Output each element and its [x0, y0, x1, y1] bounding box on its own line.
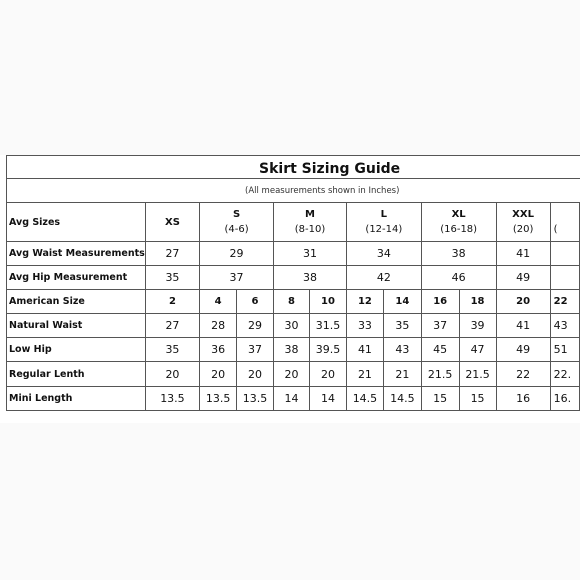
value-cell: 51: [550, 338, 579, 362]
size-range: (16-18): [440, 224, 478, 235]
value-cell: 35: [383, 314, 421, 338]
size-cell: 16: [421, 290, 459, 314]
size-header-m: [273, 203, 346, 242]
value-cell: 38: [273, 338, 309, 362]
value-cell: 41: [346, 338, 383, 362]
row-label: American Size: [7, 290, 146, 314]
value-cell: 16: [496, 387, 550, 411]
value-cell: 38: [273, 266, 346, 290]
size-cell: 20: [496, 290, 550, 314]
row-label: Regular Lenth: [7, 362, 146, 387]
value-cell: 34: [346, 242, 421, 266]
subtitle-row: [6, 178, 580, 202]
value-cell: [550, 242, 579, 266]
size-header-l: [346, 203, 421, 242]
value-cell: 45: [421, 338, 459, 362]
size-cell: 18: [459, 290, 496, 314]
value-cell: 15: [421, 387, 459, 411]
value-cell: 39.5: [310, 338, 347, 362]
size-cell: 4: [200, 290, 237, 314]
value-cell: 42: [346, 266, 421, 290]
low-hip-row: [7, 338, 580, 362]
value-cell: 49: [496, 266, 550, 290]
chart-subtitle: (All measurements shown in Inches): [245, 186, 400, 196]
value-cell: 15: [459, 387, 496, 411]
value-cell: 20: [145, 362, 199, 387]
value-cell: 43: [550, 314, 579, 338]
value-cell: 13.5: [237, 387, 274, 411]
row-label: Mini Length: [7, 387, 146, 411]
value-cell: 35: [145, 266, 199, 290]
value-cell: 14.5: [383, 387, 421, 411]
avg-waist-row: [7, 242, 580, 266]
natural-waist-row: [7, 314, 580, 338]
size-name: L: [380, 209, 388, 220]
size-range: (: [553, 224, 558, 235]
value-cell: 28: [200, 314, 237, 338]
value-cell: 13.5: [200, 387, 237, 411]
size-header-xxl: [496, 203, 550, 242]
value-cell: 35: [145, 338, 199, 362]
size-chart-sheet: [0, 155, 580, 423]
size-cell: 14: [383, 290, 421, 314]
value-cell: 13.5: [145, 387, 199, 411]
value-cell: 29: [237, 314, 274, 338]
value-cell: 41: [496, 314, 550, 338]
size-cell: 6: [237, 290, 274, 314]
value-cell: 20: [200, 362, 237, 387]
value-cell: 49: [496, 338, 550, 362]
value-cell: 21.5: [459, 362, 496, 387]
row-label: Avg Sizes: [7, 203, 146, 242]
row-label: Avg Waist Measurements: [7, 242, 146, 266]
size-name: XS: [164, 216, 180, 228]
size-header-s: [200, 203, 274, 242]
size-range: (4-6): [224, 224, 249, 235]
value-cell: 21.5: [421, 362, 459, 387]
avg-sizes-row: [7, 203, 580, 242]
size-range: (8-10): [294, 224, 326, 235]
row-label: Avg Hip Measurement: [7, 266, 146, 290]
size-cell: 22: [550, 290, 579, 314]
size-name: XL: [451, 209, 466, 220]
american-size-row: [7, 290, 580, 314]
value-cell: 22: [496, 362, 550, 387]
value-cell: 21: [383, 362, 421, 387]
avg-hip-row: [7, 266, 580, 290]
value-cell: 27: [145, 314, 199, 338]
value-cell: 20: [310, 362, 347, 387]
value-cell: 43: [383, 338, 421, 362]
value-cell: 21: [346, 362, 383, 387]
value-cell: 22.: [550, 362, 579, 387]
size-name: S: [232, 209, 241, 220]
value-cell: 37: [200, 266, 274, 290]
size-cell: 8: [273, 290, 309, 314]
value-cell: 37: [237, 338, 274, 362]
size-header-cut: [550, 203, 579, 242]
value-cell: 37: [421, 314, 459, 338]
size-header-xs: [145, 203, 199, 242]
value-cell: [550, 266, 579, 290]
value-cell: 14.5: [346, 387, 383, 411]
size-cell: 2: [145, 290, 199, 314]
value-cell: 39: [459, 314, 496, 338]
size-name: [554, 207, 579, 222]
value-cell: 46: [421, 266, 496, 290]
size-name: M: [305, 209, 315, 220]
size-cell: 10: [310, 290, 347, 314]
value-cell: 29: [200, 242, 274, 266]
value-cell: 38: [421, 242, 496, 266]
chart-title: Skirt Sizing Guide: [259, 161, 401, 177]
value-cell: 41: [496, 242, 550, 266]
row-label: Natural Waist: [7, 314, 146, 338]
value-cell: 20: [273, 362, 309, 387]
value-cell: 20: [237, 362, 274, 387]
value-cell: 47: [459, 338, 496, 362]
regular-length-row: [7, 362, 580, 387]
row-label: Low Hip: [7, 338, 146, 362]
value-cell: 14: [310, 387, 347, 411]
value-cell: 27: [145, 242, 199, 266]
size-cell: 12: [346, 290, 383, 314]
size-range: (12-14): [365, 224, 403, 235]
value-cell: 14: [273, 387, 309, 411]
value-cell: 30: [273, 314, 309, 338]
size-header-xl: [421, 203, 496, 242]
value-cell: 16.: [550, 387, 579, 411]
mini-length-row: [7, 387, 580, 411]
value-cell: 33: [346, 314, 383, 338]
title-row: [6, 155, 580, 178]
size-table: [6, 202, 580, 411]
size-range: (20): [512, 224, 534, 235]
value-cell: 31.5: [310, 314, 347, 338]
value-cell: 36: [200, 338, 237, 362]
value-cell: 31: [273, 242, 346, 266]
size-name: XXL: [512, 209, 534, 220]
